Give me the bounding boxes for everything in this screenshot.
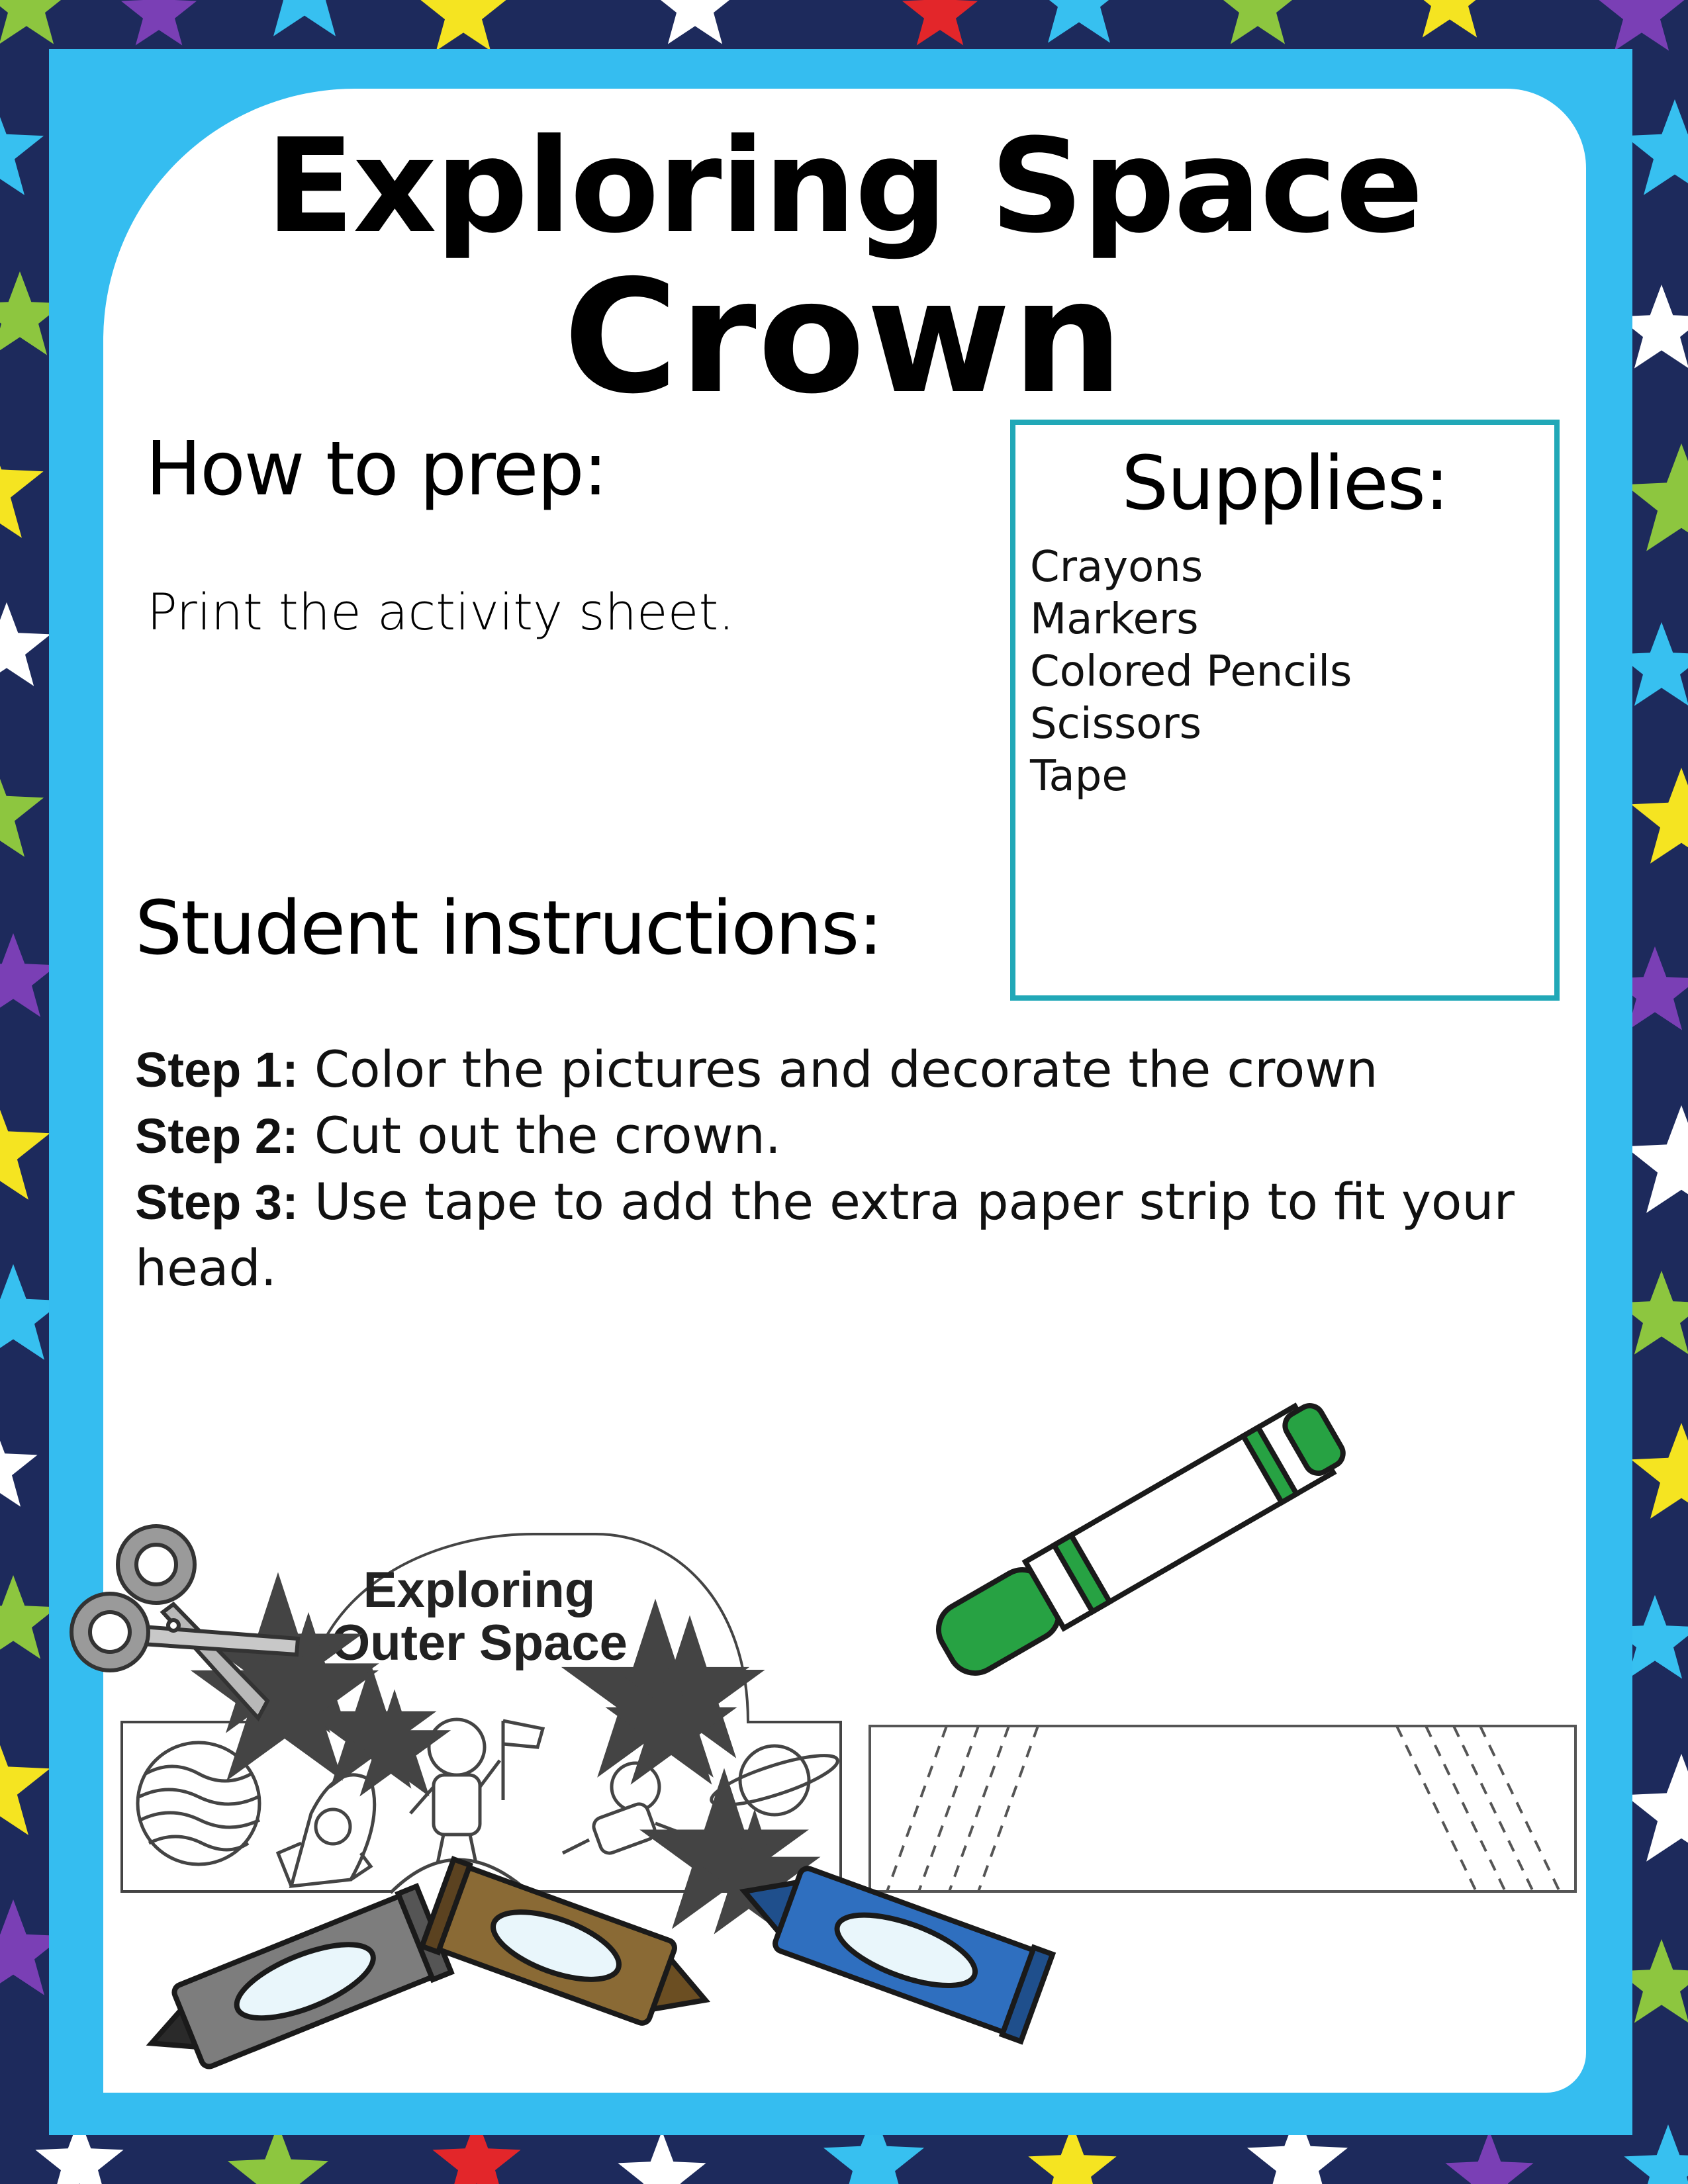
- step-text: Color the pictures and decorate the crown: [314, 1040, 1378, 1099]
- page-title: Exploring Space: [265, 111, 1423, 262]
- prep-heading: How to prep:: [146, 426, 607, 512]
- crown-title-line1: Exploring: [363, 1562, 596, 1618]
- supplies-heading: Supplies:: [1121, 441, 1448, 527]
- prep-text: Print the activity sheet.: [147, 582, 735, 641]
- student-instructions-heading: Student instructions:: [135, 886, 882, 972]
- marker-icon: [928, 1396, 1350, 1684]
- crown-cutout: [122, 1534, 842, 1893]
- step-text: Use tape to add the extra paper strip to fit your head.: [135, 1172, 1515, 1297]
- step-label: Step 1:: [135, 1042, 299, 1097]
- supply-item: Markers: [1030, 595, 1199, 644]
- supply-item: Crayons: [1030, 543, 1203, 592]
- crown-title-line2: Outer Space: [331, 1615, 628, 1671]
- page-subtitle: Crown: [563, 246, 1125, 428]
- supply-item: Scissors: [1030, 700, 1202, 749]
- supply-item: Colored Pencils: [1030, 647, 1352, 696]
- supply-item: Tape: [1030, 752, 1128, 801]
- step-text: Cut out the crown.: [314, 1106, 781, 1165]
- crayon-icon: [134, 1886, 451, 2086]
- step-label: Step 3:: [135, 1175, 299, 1230]
- paper-strip: [870, 1726, 1575, 1891]
- step-label: Step 2:: [135, 1109, 299, 1163]
